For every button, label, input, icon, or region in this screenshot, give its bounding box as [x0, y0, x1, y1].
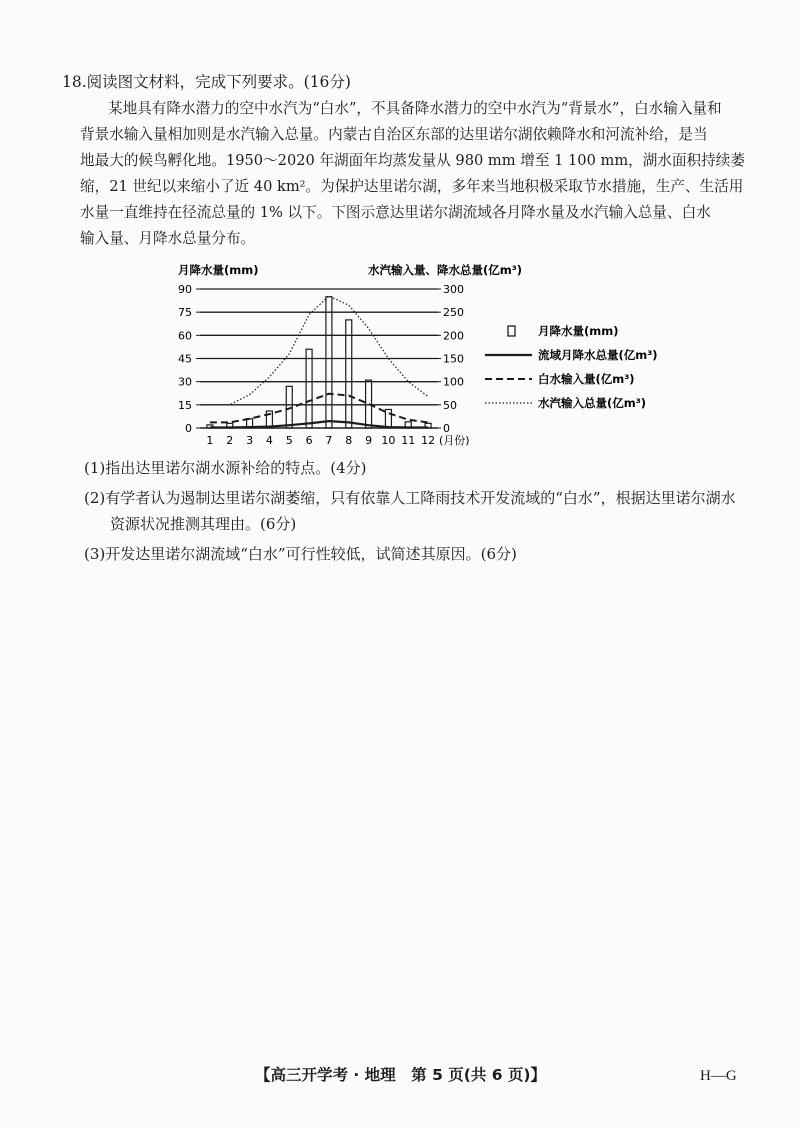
- legend-bar-label: 月降水量(mm): [538, 324, 619, 338]
- x-tick-label: 12: [421, 434, 436, 447]
- right-tick-label: 150: [443, 352, 464, 366]
- x-tick-label: 3: [246, 434, 254, 447]
- left-tick-label: 75: [178, 306, 192, 320]
- x-tick-label: 10: [381, 434, 396, 447]
- series-line-dashed: [210, 394, 428, 423]
- question-heading: 18.阅读图文材料，完成下列要求。(16分): [62, 73, 351, 91]
- right-tick-label: 50: [443, 398, 457, 412]
- x-tick-label: 9: [365, 434, 373, 447]
- precip-bar: [346, 320, 352, 428]
- precip-bar: [306, 349, 312, 428]
- subquestion-1: (1)指出达里诺尔湖水源补给的特点。(4分): [84, 459, 367, 477]
- left-tick-label: 90: [178, 283, 192, 296]
- material-line: 输入量、月降水总量分布。: [80, 230, 256, 247]
- legend-solid-label: 流域月降水总量(亿m³): [538, 348, 658, 362]
- right-tick-label: 100: [443, 375, 464, 389]
- left-tick-label: 45: [178, 352, 192, 366]
- x-tick-label: 7: [325, 434, 333, 447]
- legend-bar-swatch: [508, 326, 515, 336]
- left-tick-label: 15: [178, 398, 192, 412]
- left-tick-label: 60: [178, 329, 192, 343]
- precip-bar: [385, 409, 391, 428]
- right-axis-title: 水汽输入量、降水总量(亿m³): [368, 263, 523, 277]
- x-tick-label: 1: [206, 434, 214, 447]
- x-tick-label: 4: [265, 434, 273, 447]
- material-line: 背景水输入量相加则是水汽输入总量。内蒙古自治区东部的达里诺尔湖依赖降水和河流补给，是当: [80, 126, 708, 143]
- legend-dotted-label: 水汽输入总量(亿m³): [538, 396, 647, 410]
- x-tick-label: 8: [345, 434, 353, 447]
- right-tick-label: 200: [443, 329, 464, 343]
- subquestion-3: (3)开发达里诺尔湖流域“白水”可行性较低，试简述其原因。(6分): [84, 545, 517, 563]
- plot-area: [178, 283, 470, 447]
- x-tick-label: 11: [401, 434, 416, 447]
- subquestion-2-continued: 资源状况推测其理由。(6分): [110, 515, 297, 533]
- page-footer: 【高三开学考 · 地理 第 5 页(共 6 页)】: [255, 1066, 547, 1084]
- precip-bar: [326, 297, 332, 428]
- legend-dashed-label: 白水输入量(亿m³): [538, 372, 635, 386]
- paper-code: H—G: [700, 1068, 737, 1084]
- legend: [485, 324, 658, 410]
- left-tick-label: 30: [178, 375, 192, 389]
- x-tick-label: 5: [285, 434, 293, 447]
- x-tick-label: 6: [305, 434, 313, 447]
- material-line: 水量一直维持在径流总量的 1% 以下。下图示意达里诺尔湖流域各月降水量及水汽输入总量、白水: [80, 204, 711, 221]
- x-tick-label: 2: [226, 434, 234, 447]
- material-paragraph: [80, 96, 752, 252]
- series-line-solid: [210, 421, 428, 427]
- left-tick-label: 0: [185, 422, 192, 435]
- material-line: 地最大的候鸟孵化地。1950～2020 年湖面年均蒸发量从 980 mm 增至 1 100 mm，湖水面积持续萎: [80, 152, 745, 169]
- precipitation-chart: [150, 258, 690, 458]
- right-tick-label: 0: [443, 422, 450, 435]
- material-line: 某地具有降水潜力的空中水汽为“白水”，不具备降水潜力的空中水汽为“背景水”，白水输入量和: [108, 100, 722, 117]
- left-axis-title: 月降水量(mm): [178, 263, 259, 277]
- x-axis-unit: (月份): [439, 434, 470, 447]
- subquestion-2: (2)有学者认为遏制达里诺尔湖萎缩，只有依靠人工降雨技术开发流域的“白水”，根据达里诺尔湖水: [84, 489, 736, 507]
- material-line: 缩，21 世纪以来缩小了近 40 km²。为保护达里诺尔湖，多年来当地积极采取节水措施，生产、生活用: [80, 178, 744, 195]
- right-tick-label: 250: [443, 306, 464, 320]
- right-tick-label: 300: [443, 283, 464, 296]
